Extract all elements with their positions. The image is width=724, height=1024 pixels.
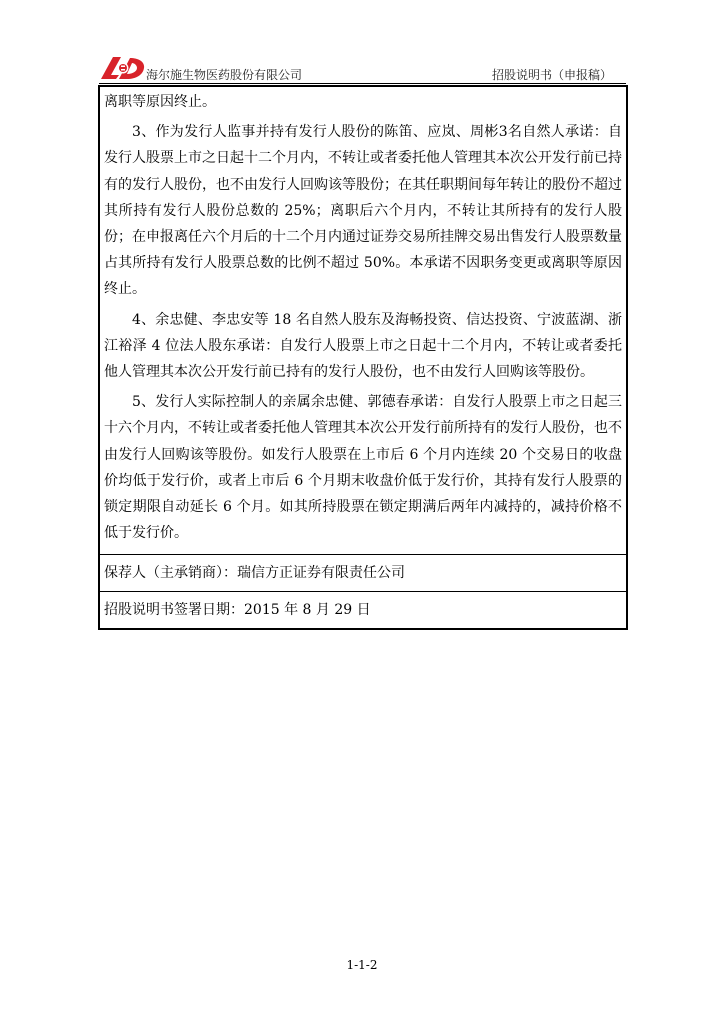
company-name: 海尔施生物医药股份有限公司 [146,68,303,82]
commitments-table [98,85,628,630]
sponsor-cell: 保荐人（主承销商）：瑞信方正证券有限责任公司 [100,555,626,592]
header-rule [99,83,626,84]
page-number: 1-1-2 [346,958,378,972]
company-logo-icon [99,55,149,81]
page-header [99,55,626,85]
document-title: 招股说明书（申报稿） [491,68,612,82]
signing-date-cell: 招股说明书签署日期：2015 年 8 月 29 日 [104,602,371,619]
commitment-paragraph: 3、作为发行人监事并持有发行人股份的陈笛、应岚、周彬3名自然人承诺：自发行人股票上市之日起十二个月内，不转让或者委托他人管理其本次公开发行前已持有的发行人股份，也不由发行人回购该等股份；在其任职期间每年转让的股份不超过其所持有发行人股份总数的 25%；离职后六个月内，不转让其所持有的发行人股份；在申报离任六个月后的十二个月内通过证券交易所挂牌交易出售发行人股票数量占其所持有发行人股票总数的比例不超过 50%。本承诺不因职务变更或离职等原因终止。 [104,124,622,298]
commitments-cell [100,87,626,555]
commitment-paragraph: 5、发行人实际控制人的亲属余忠健、郭德春承诺：自发行人股票上市之日起三十六个月内，不转让或者委托他人管理其本次公开发行前所持有的发行人股份，也不由发行人回购该等股份。如发行人股票在上市后 6 个月内连续 20 个交易日的收盘价均低于发行价，或者上市后 6 个月期末收盘价低于发行价，其持有发行人股票的锁定期限自动延长 6 个月。如其所持股票在锁定期满后两年内减持的，减持价格不低于发行价。 [104,394,622,542]
commitment-paragraph: 4、余忠健、李忠安等 18 名自然人股东及海畅投资、信达投资、宁波蓝湖、浙江裕泽 4 位法人股东承诺：自发行人股票上市之日起十二个月内，不转让或者委托他人管理其本次公开发行前已持有的发行人股份，也不由发行人回购该等股份。 [104,311,622,381]
continuation-text: 离职等原因终止。 [104,94,216,110]
